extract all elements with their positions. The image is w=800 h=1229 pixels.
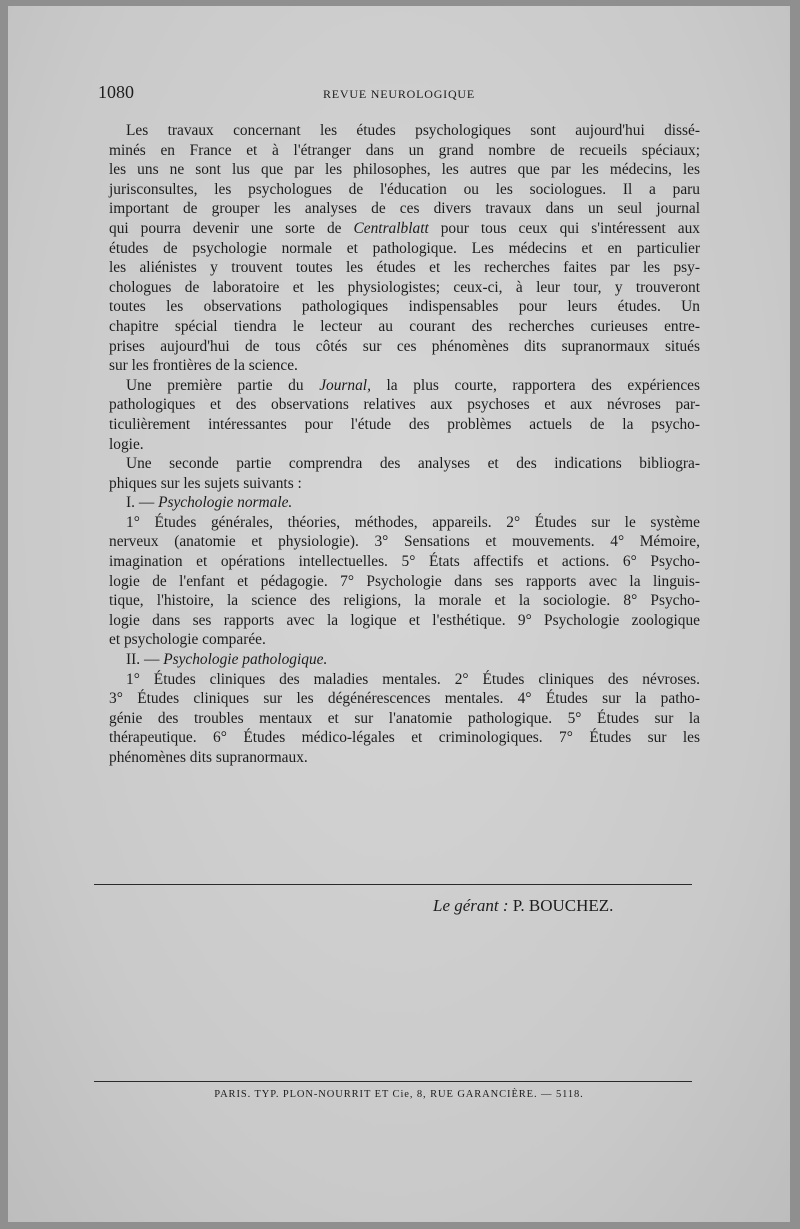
text-line: toutes les observations pathologiques indispensables pour leurs études. Un [109,298,700,316]
text-line: études de psychologie normale et pathologique. Les médecins et en particulier [109,239,700,257]
text-segment: pour tous ceux qui s'intéressent aux [428,219,700,237]
text-line: minés en France et à l'étranger dans un grand nombre de recueils spéciaux; [109,141,700,159]
page [8,6,790,1222]
signature [433,896,613,916]
text-line: phénomènes dits supranormaux. [109,749,308,766]
signature-name: P. BOUCHEZ. [512,896,614,915]
divider-rule [94,1081,692,1082]
running-title: REVUE NEUROLOGIQUE [322,87,476,101]
text-line: Les travaux concernant les études psychologiques sont aujourd'hui dissé- [126,122,700,139]
text-line: imagination et opérations intellectuelles. 5° États affectifs et actions. 6° Psycho- [109,553,700,571]
page-number: 1080 [98,82,134,102]
text-line: phiques sur les sujets suivants : [109,474,302,492]
text-line: génie des troubles mentaux et sur l'anatomie pathologique. 5° Études sur la [109,709,700,727]
journal-title-centralblatt: Centralblatt [353,219,429,237]
page-header [8,82,790,106]
text-line: prises aujourd'hui de tous côtés sur ces phénomènes dits supranormaux situés [109,337,700,355]
text-line: ticulièrement intéressantes pour l'étude des problèmes actuels de la psycho- [109,415,700,433]
text-line: sur les frontières de la science. [109,357,298,375]
signature-label: Le gérant : [433,896,509,915]
section-heading-normale [109,493,700,513]
section-heading-pathologique [109,650,700,670]
text-segment: qui pourra devenir une sorte de [109,219,354,237]
text-line: et psychologie comparée. [109,631,266,649]
text-segment: Une première partie du [126,376,320,394]
divider-rule [94,884,692,885]
text-line: 1° Études cliniques des maladies mentales. 2° Études cliniques des névroses. [126,670,700,688]
text-line: les aliénistes y trouvent toutes les études et les recherches faites par les psy- [109,259,700,277]
text-line: chologues de laboratoire et les physiologistes; ceux-ci, à leur tour, y trouveront [109,278,700,296]
text-segment: II. — [126,651,164,669]
text-line: nerveux (anatomie et physiologie). 3° Sensations et mouvements. 4° Mémoire, [109,533,700,551]
text-segment: la plus courte, rapportera des expériences [370,376,700,394]
text-line [109,219,700,239]
text-line: 3° Études cliniques sur les dégénérescences mentales. 4° Études sur la patho- [109,690,700,708]
text-line: important de grouper les analyses de ces divers travaux dans un seul journal [109,200,700,218]
text-line: logie. [109,435,144,453]
body-text [109,121,700,768]
section-title: Psychologie normale. [158,494,293,512]
section-title: Psychologie pathologique. [163,651,328,669]
text-line: 1° Études générales, théories, méthodes, appareils. 2° Études sur le système [126,513,700,531]
text-line: thérapeutique. 6° Études médico-légales et criminologiques. 7° Études sur les [109,729,700,747]
text-line: jurisconsultes, les psychologues de l'éducation ou les sociologues. Il a paru [109,180,700,198]
text-line [109,376,700,396]
text-line: Une seconde partie comprendra des analyses et des indications bibliogra- [126,455,700,473]
text-segment: I. — [126,494,159,512]
journal-title-journal: Journal, [319,376,371,394]
text-line: pathologiques et des observations relatives aux psychoses et aux névroses par- [109,396,700,414]
text-line: chapitre spécial tiendra le lecteur au courant des recherches curieuses entre- [109,317,700,335]
text-line: logie de l'enfant et pédagogie. 7° Psychologie dans ses rapports avec la linguis- [109,572,700,590]
text-line: les uns ne sont lus que par les philosophes, les autres que par les médecins, les [109,161,700,179]
text-line: tique, l'histoire, la science des religions, la morale et la sociologie. 8° Psycho- [109,592,700,610]
text-line: logie dans ses rapports avec la logique et l'esthétique. 9° Psychologie zoologique [109,611,700,629]
printer-imprint: PARIS. TYP. PLON-NOURRIT ET Cie, 8, RUE GARANCIÈRE. — 5118. [214,1089,584,1100]
